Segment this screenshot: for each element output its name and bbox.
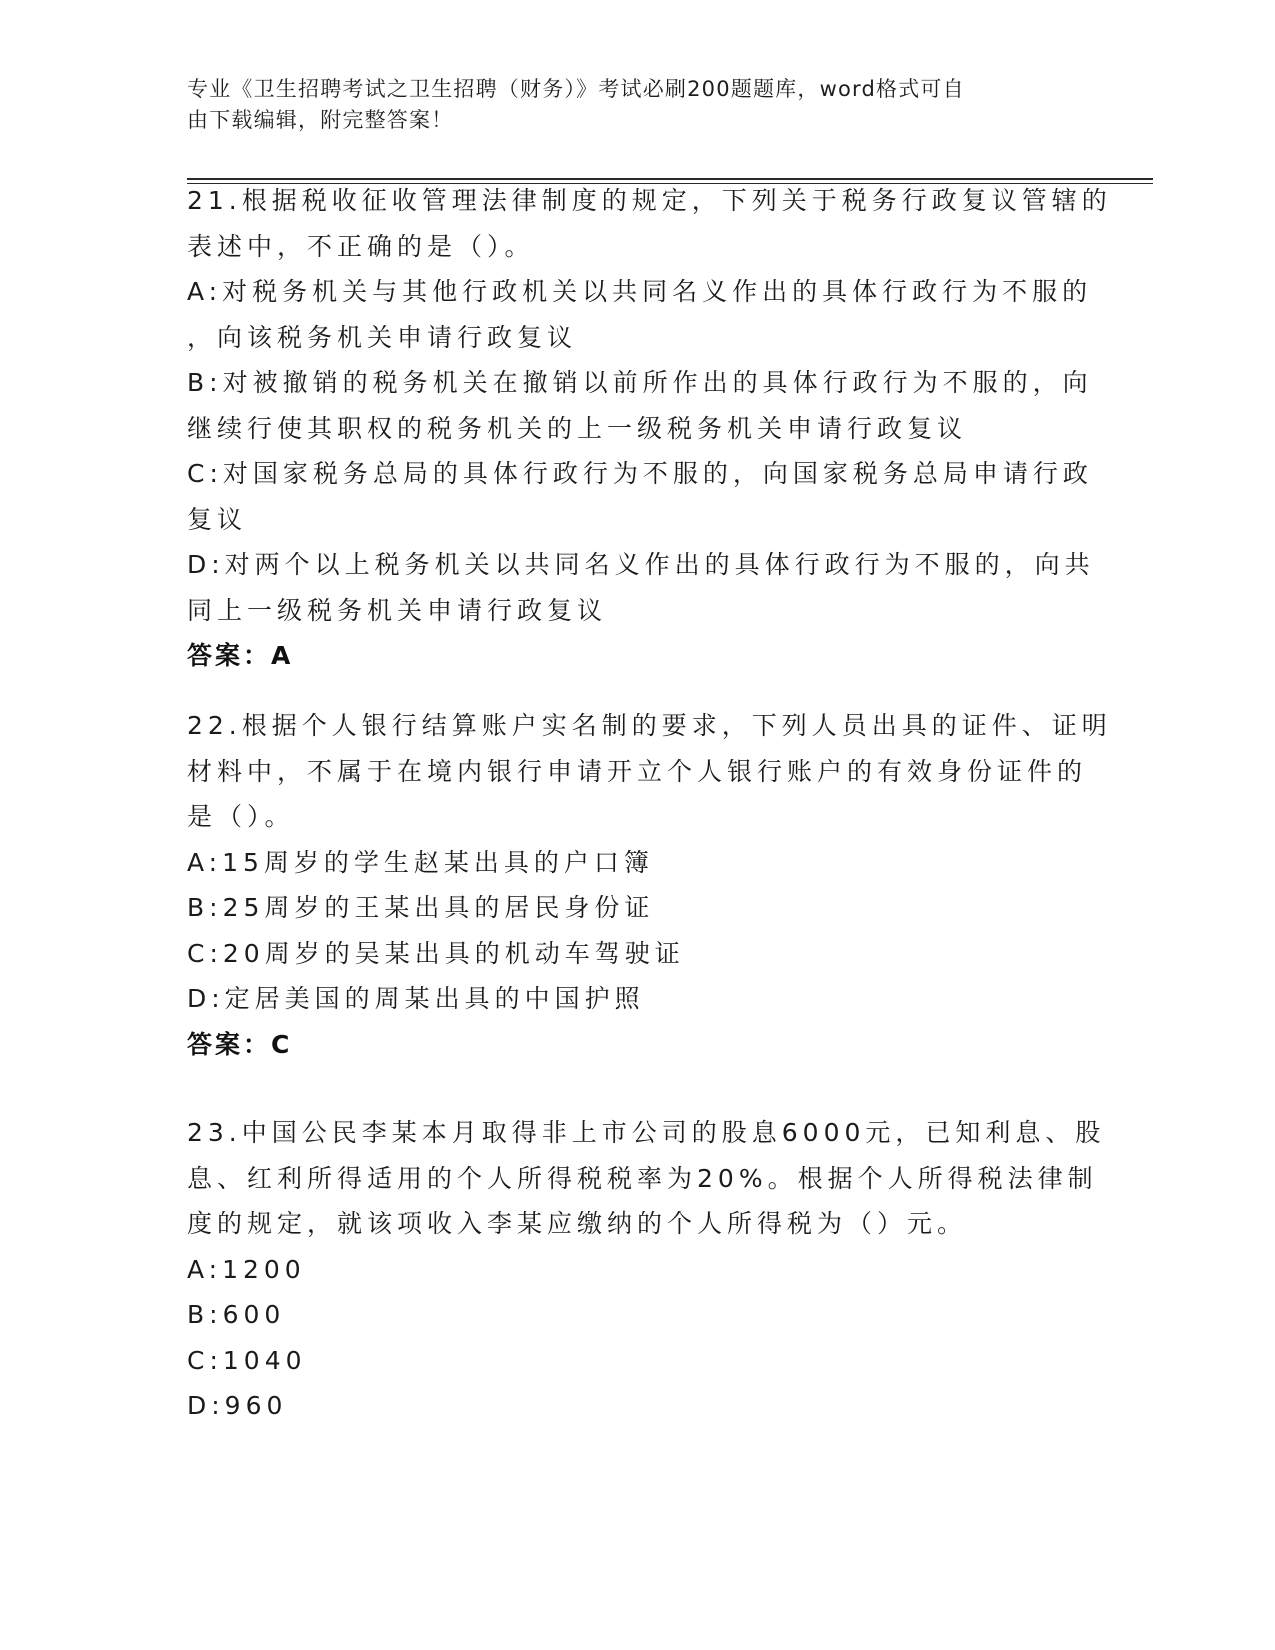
stem-line: 度的规定，就该项收入李某应缴纳的个人所得税为（）元。 — [187, 1209, 968, 1238]
option-line: D:定居美国的周某出具的中国护照 — [187, 984, 645, 1013]
question-stem — [187, 178, 1112, 269]
option-line: A:1200 — [187, 1254, 306, 1284]
question-23 — [187, 1110, 1106, 1429]
option-line: 继续行使其职权的税务机关的上一级税务机关申请行政复议 — [187, 413, 968, 443]
answer-text: 答案：A — [187, 641, 294, 670]
question-21 — [187, 178, 1112, 679]
option-line: D:960 — [187, 1391, 288, 1420]
header-line-1: 专业《卫生招聘考试之卫生招聘（财务）》考试必刷200题题库，word格式可自 — [187, 77, 965, 101]
stem-line: 21.根据税收征收管理法律制度的规定，下列关于税务行政复议管辖的 — [187, 186, 1112, 215]
stem-line: 是（）。 — [187, 802, 295, 831]
stem-line: 22.根据个人银行结算账户实名制的要求，下列人员出具的证件、证明 — [187, 711, 1112, 740]
question-stem — [187, 703, 1112, 840]
question-options — [187, 840, 1087, 1022]
option-line: D:对两个以上税务机关以共同名义作出的具体行政行为不服的，向共 — [187, 550, 1095, 579]
option-line: ，向该税务机关申请行政复议 — [187, 322, 578, 352]
question-22 — [187, 703, 1112, 1067]
stem-line: 23.中国公民李某本月取得非上市公司的股息6000元，已知利息、股 — [187, 1118, 1106, 1147]
option-line: B:25周岁的王某出具的居民身份证 — [187, 893, 655, 922]
stem-line: 息、红利所得适用的个人所得税税率为20%。根据个人所得税法律制 — [187, 1163, 1098, 1193]
option-line: 同上一级税务机关申请行政复议 — [187, 595, 608, 625]
question-options — [187, 269, 1095, 633]
option-line: A:对税务机关与其他行政机关以共同名义作出的具体行政行为不服的 — [187, 277, 1093, 306]
option-line: C:1040 — [187, 1345, 307, 1375]
option-line: B:600 — [187, 1300, 286, 1329]
answer-text: 答案：C — [187, 1029, 293, 1059]
option-line: B:对被撤销的税务机关在撤销以前所作出的具体行政行为不服的，向 — [187, 368, 1093, 397]
option-line: A:15周岁的学生赵某出具的户口簿 — [187, 847, 654, 877]
question-options — [187, 1247, 1087, 1429]
option-line: C:对国家税务总局的具体行政行为不服的，向国家税务总局申请行政 — [187, 459, 1093, 488]
stem-line: 表述中，不正确的是（）。 — [187, 231, 535, 261]
header-line-2: 由下载编辑，附完整答案！ — [187, 108, 454, 132]
document-header — [187, 74, 1067, 136]
stem-line: 材料中，不属于在境内银行申请开立个人银行账户的有效身份证件的 — [187, 756, 1088, 786]
option-line: C:20周岁的吴某出具的机动车驾驶证 — [187, 938, 685, 968]
question-stem — [187, 1110, 1106, 1247]
option-line: 复议 — [187, 504, 248, 534]
